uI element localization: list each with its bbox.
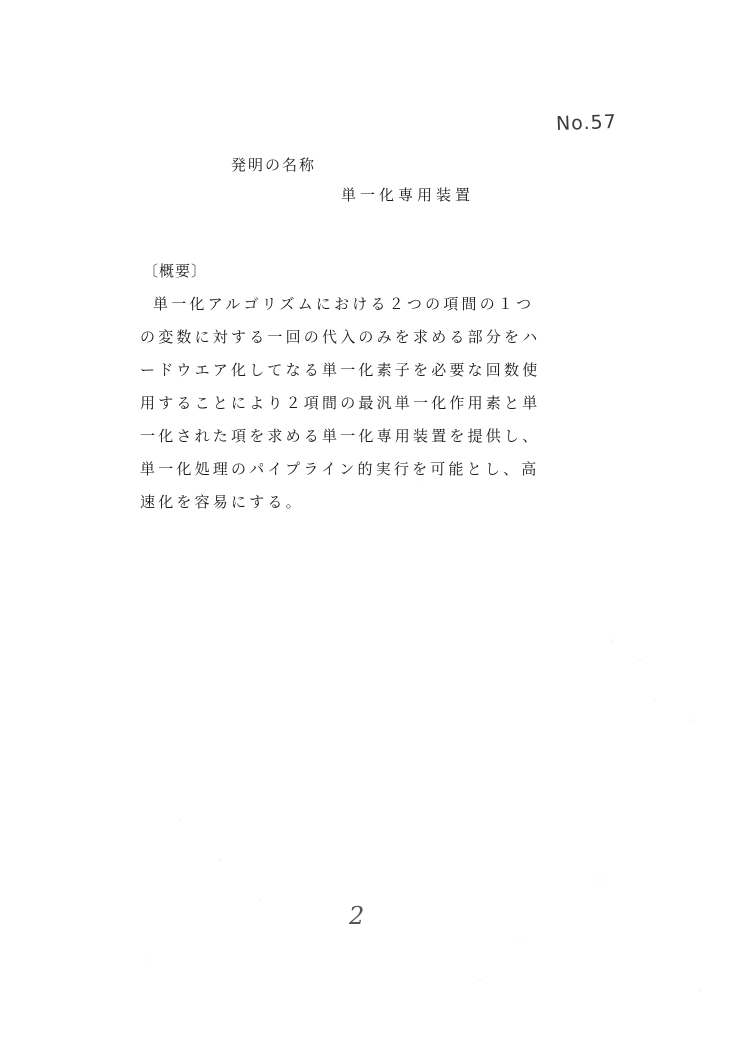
document-number: No.57 [555, 110, 618, 136]
summary-line: ードウエア化してなる単一化素子を必要な回数使 [140, 361, 541, 379]
summary-line: の変数に対する一回の代入のみを求める部分をハ [140, 328, 541, 346]
summary-line: 速化を容易にする。 [140, 493, 304, 511]
summary-line: 単一化処理のパイプライン的実行を可能とし、高 [140, 460, 540, 478]
summary-line: 用することにより２項間の最汎単一化作用素と単 [140, 394, 541, 412]
page-number: 2 [349, 902, 365, 930]
summary-body [140, 288, 540, 519]
invention-title: 単一化専用装置 [341, 186, 475, 204]
invention-title-label: 発明の名称 [231, 156, 317, 174]
summary-line: 一化された項を求める単一化専用装置を提供し、 [140, 427, 541, 445]
summary-line: 単一化アルゴリズムにおける２つの項間の１つ [153, 295, 535, 313]
summary-heading: 〔概要〕 [143, 262, 208, 280]
